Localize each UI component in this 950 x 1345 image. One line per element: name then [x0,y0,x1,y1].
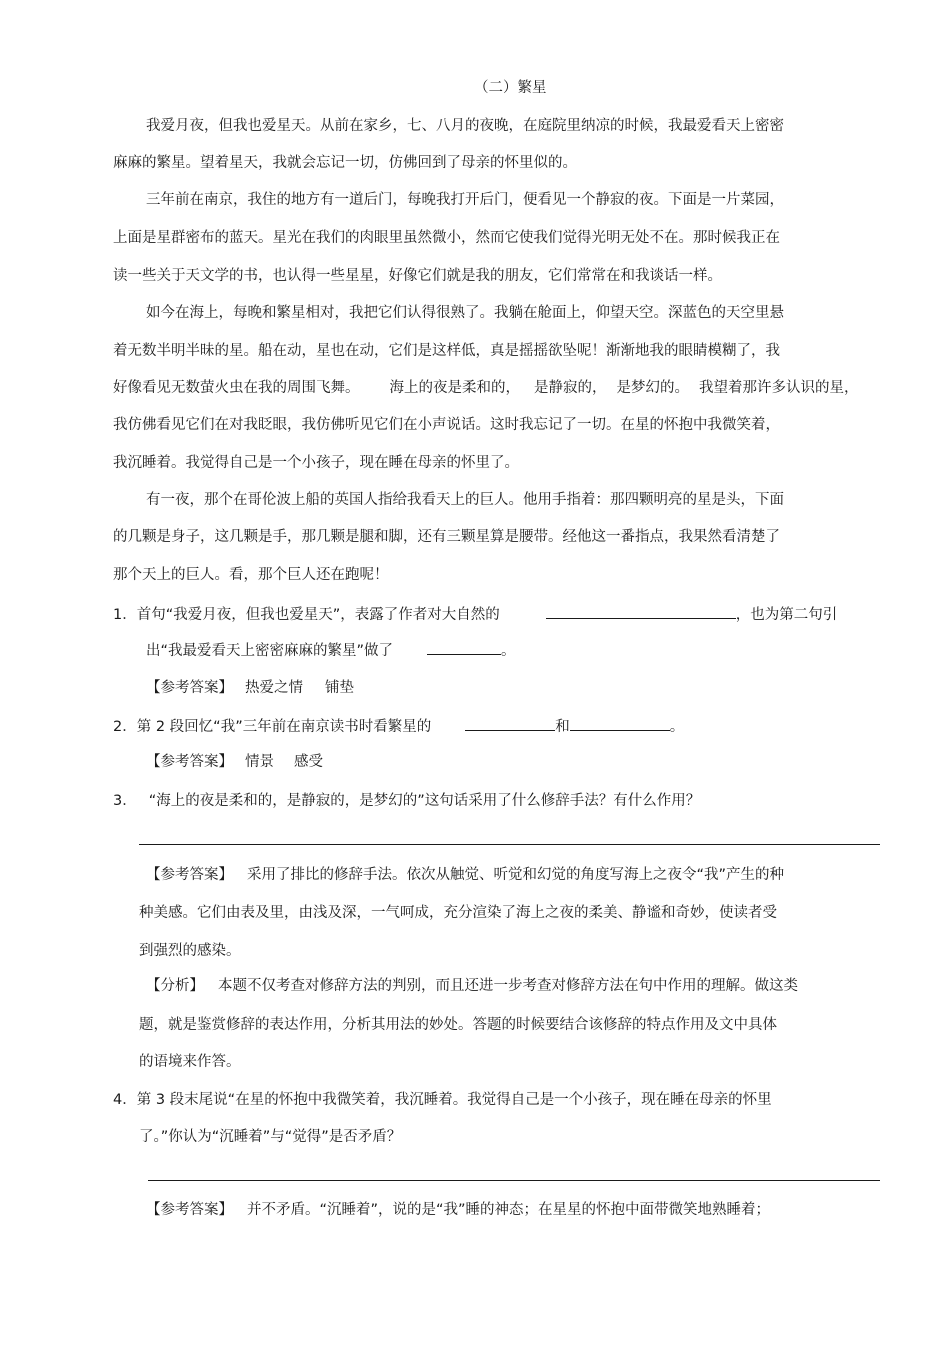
answer-label: 【参考答案】 [146,1202,233,1218]
paragraph-3-segment-e: 我望着那许多认识的星， [699,380,859,396]
paragraph-1-line-2: 麻麻的繁星。望着星天，我就会忘记一切，仿佛回到了母亲的怀里似的。 [113,155,577,171]
paragraph-3-segment-d: 是梦幻的。 [616,380,689,396]
answer-line[interactable] [148,1180,880,1181]
paragraph-3-segment-c: 是静寂的， [534,380,607,396]
paragraph-1-line-1: 我爱月夜，但我也爱星天。从前在家乡，七、八月的夜晚，在庭院里纳凉的时候，我最爱看天上密密 [146,118,784,134]
answer-text: 并不矛盾。“沉睡着”，说的是“我”睡的神态；在星星的怀抱中面带微笑地熟睡着； [247,1202,771,1218]
question-3-answer-line-1 [146,865,784,885]
answer-blank[interactable] [427,640,501,655]
question-3-text: “海上的夜是柔和的，是静寂的，是梦幻的”这句话采用了什么修辞手法？有什么作用？ [148,793,701,809]
paragraph-2-line-3: 读一些关于天文学的书，也认得一些星星，好像它们就是我的朋友，它们常常在和我谈话一样。 [113,268,722,284]
answer-blank[interactable] [570,716,670,731]
question-2-answer [146,752,323,772]
answer-label: 【参考答案】 [146,680,233,696]
analysis-label: 【分析】 [146,978,204,994]
paragraph-4-line-2: 的几颗是身子，这几颗是手，那几颗是腿和脚，还有三颗星算是腰带。经他这一番指点，我果然看清楚了 [113,529,780,545]
question-2 [113,716,684,737]
analysis-text: 本题不仅考查对修辞方法的判别，而且还进一步考查对修辞方法在句中作用的理解。做这类 [218,978,798,994]
paragraph-3-line-4: 我仿佛看见它们在对我眨眼，我仿佛听见它们在小声说话。这时我忘记了一切。在星的怀抱中我微笑着， [113,417,780,433]
page-title: （二）繁星 [474,80,547,96]
answer-2: 感受 [294,754,323,770]
answer-blank[interactable] [546,604,736,619]
paragraph-3-segment-a: 好像看见无数萤火虫在我的周围飞舞。 [113,380,360,396]
answer-line[interactable] [139,844,880,845]
question-4-answer [146,1200,770,1220]
paragraph-2-line-2: 上面是星群密布的蓝天。星光在我们的肉眼里虽然微小，然而它使我们觉得光明无处不在。那时候我正在 [113,230,780,246]
answer-2: 铺垫 [325,680,354,696]
question-3-analysis-line-3: 的语境来作答。 [139,1054,241,1070]
question-number: 1． [113,607,137,623]
question-3-analysis-line-2: 题，就是鉴赏修辞的表达作用，分析其用法的妙处。答题的时候要结合该修辞的特点作用及文中具体 [139,1017,777,1033]
answer-label: 【参考答案】 [146,754,233,770]
question-1-line-2 [146,640,516,661]
question-number: 2． [113,719,137,735]
answer-text: 采用了排比的修辞手法。依次从触觉、听觉和幻觉的角度写海上之夜令“我”产生的种 [247,867,785,883]
paragraph-3-line-3 [113,378,859,398]
question-4-line-2: 了。”你认为“沉睡着”与“觉得”是否矛盾？ [139,1129,402,1145]
question-1-text-c: 出“我最爱看天上密密麻麻的繁星”做了 [146,643,394,659]
question-number: 4． [113,1092,137,1108]
question-3-answer-line-3: 到强烈的感染。 [139,943,241,959]
paragraph-4-line-3: 那个天上的巨人。看，那个巨人还在跑呢！ [113,567,389,583]
question-2-text-a: 第 2 段回忆“我”三年前在南京读书时看繁星的 [136,719,432,735]
question-1-text-d: 。 [501,643,516,659]
question-1-text-a: 首句“我爱月夜，但我也爱星天”，表露了作者对大自然的 [136,607,500,623]
answer-1: 热爱之情 [245,680,303,696]
question-3 [113,791,700,811]
question-1-text-b: ，也为第二句引 [735,607,838,623]
answer-blank[interactable] [465,716,555,731]
question-1 [113,604,837,625]
paragraph-4-line-1: 有一夜，那个在哥伦波上船的英国人指给我看天上的巨人。他用手指着：那四颗明亮的星是头，下面 [146,492,784,508]
paragraph-3-line-2: 着无数半明半昧的星。船在动，星也在动，它们是这样低，真是摇摇欲坠呢！渐渐地我的眼睛模糊了，我 [113,343,780,359]
question-number: 3． [113,793,137,809]
question-4-line-1 [113,1090,772,1110]
question-2-text-c: 。 [669,719,685,735]
paragraph-3-segment-b: 海上的夜是柔和的， [389,380,520,396]
paragraph-3-line-1: 如今在海上，每晚和繁星相对，我把它们认得很熟了。我躺在舱面上，仰望天空。深蓝色的天空里悬 [146,305,784,321]
question-1-answer [146,678,354,698]
question-3-answer-line-2: 种美感。它们由表及里，由浅及深，一气呵成，充分渲染了海上之夜的柔美、静谧和奇妙，使读者受 [139,905,777,921]
question-2-text-b: 和 [555,719,570,735]
answer-1: 情景 [245,754,274,770]
question-4-text: 第 3 段末尾说“在星的怀抱中我微笑着，我沉睡着。我觉得自己是一个小孩子，现在睡在母亲的怀里 [136,1092,772,1108]
paragraph-2-line-1: 三年前在南京，我住的地方有一道后门，每晚我打开后门，便看见一个静寂的夜。下面是一片菜园， [146,192,784,208]
question-3-analysis-line-1 [146,976,798,996]
paragraph-3-line-5: 我沉睡着。我觉得自己是一个小孩子，现在睡在母亲的怀里了。 [113,455,519,471]
answer-label: 【参考答案】 [146,867,233,883]
